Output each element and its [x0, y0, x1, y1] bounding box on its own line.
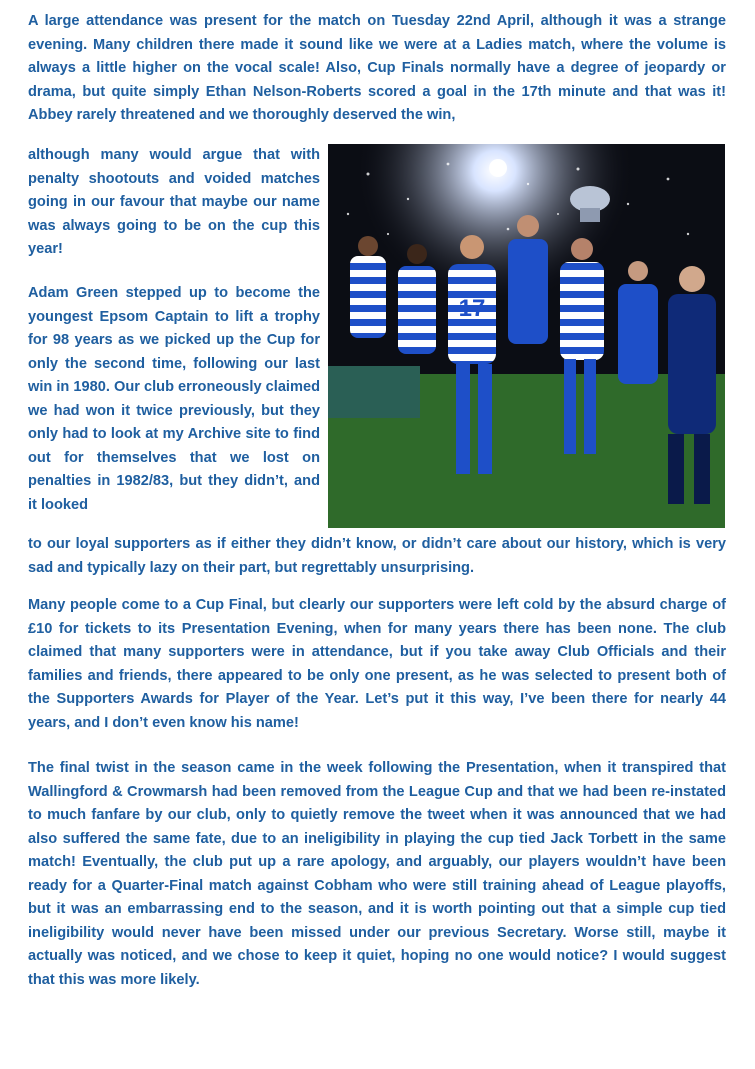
paragraph-2-continued: to our loyal supporters as if either they didn’t know, or didn’t care about our history, which is very sad and typically lazy on their part, but regrettably unsurprising.	[28, 536, 726, 576]
paragraph-1-continued: although many would argue that with penalty shootouts and voided matches going in our favour that maybe our name was always going to be on the cup this year!	[28, 147, 320, 257]
shirt-number: 17	[458, 295, 486, 322]
paragraph-4: The final twist in the season came in the week following the Presentation, when it transpired that Wallingford & Crowmarsh had been removed from the League Cup and that we had been re-instated to much fanfare by our club, only to quietly remove the tweet when it was announced that we had also suffered the same fate, due to an ineligibility in playing the cup tied Jack Torbett in the same match! Eventually, the club put up a rare apology, and arguably, our players wouldn’t have been ready for a Quarter-Final match against Cobham who were still training ahead of League playoffs, but it was an embarrassing end to the season, and it is worth pointing out that a simple cup tied ineligibility would never have been missed under our previous Secretary. Worse still, maybe it actually was noticed, and we chose to keep it quiet, hoping no one would notice? I would suggest that this was more likely.	[28, 760, 726, 988]
paragraph-1-intro: A large attendance was present for the match on Tuesday 22nd April, although it was a strange evening. Many children there made it sound like we were at a Ladies match, where the volume is always a little higher on the vocal scale! Also, Cup Finals normally have a degree of jeopardy or drama, but quite simply Ethan Nelson-Roberts scored a goal in the 17th minute and that was it! Abbey rarely threatened and we thoroughly deserved the win,	[28, 13, 726, 123]
team-celebration-photo	[328, 144, 725, 528]
paragraph-3: Many people come to a Cup Final, but clearly our supporters were left cold by the absurd charge of £10 for tickets to its Presentation Evening, when for many years there has been none. The club claimed that many supporters were in attendance, but if you take away Club Officials and their families and friends, there appeared to be only one present, as he was selected to present both of the Supporters Awards for Player of the Year. Let’s put it this way, I’ve been there for nearly 44 years, and I don’t even know his name!	[28, 597, 726, 731]
paragraph-2: Adam Green stepped up to become the youngest Epsom Captain to lift a trophy for 98 years as we picked up the Cup for only the second time, following our last win in 1980. Our club erroneously claimed we had won it twice previously, but they only had to look at my Archive site to find out for themselves that we lost on penalties in 1982/83, but they didn’t, and it looked	[28, 285, 320, 513]
